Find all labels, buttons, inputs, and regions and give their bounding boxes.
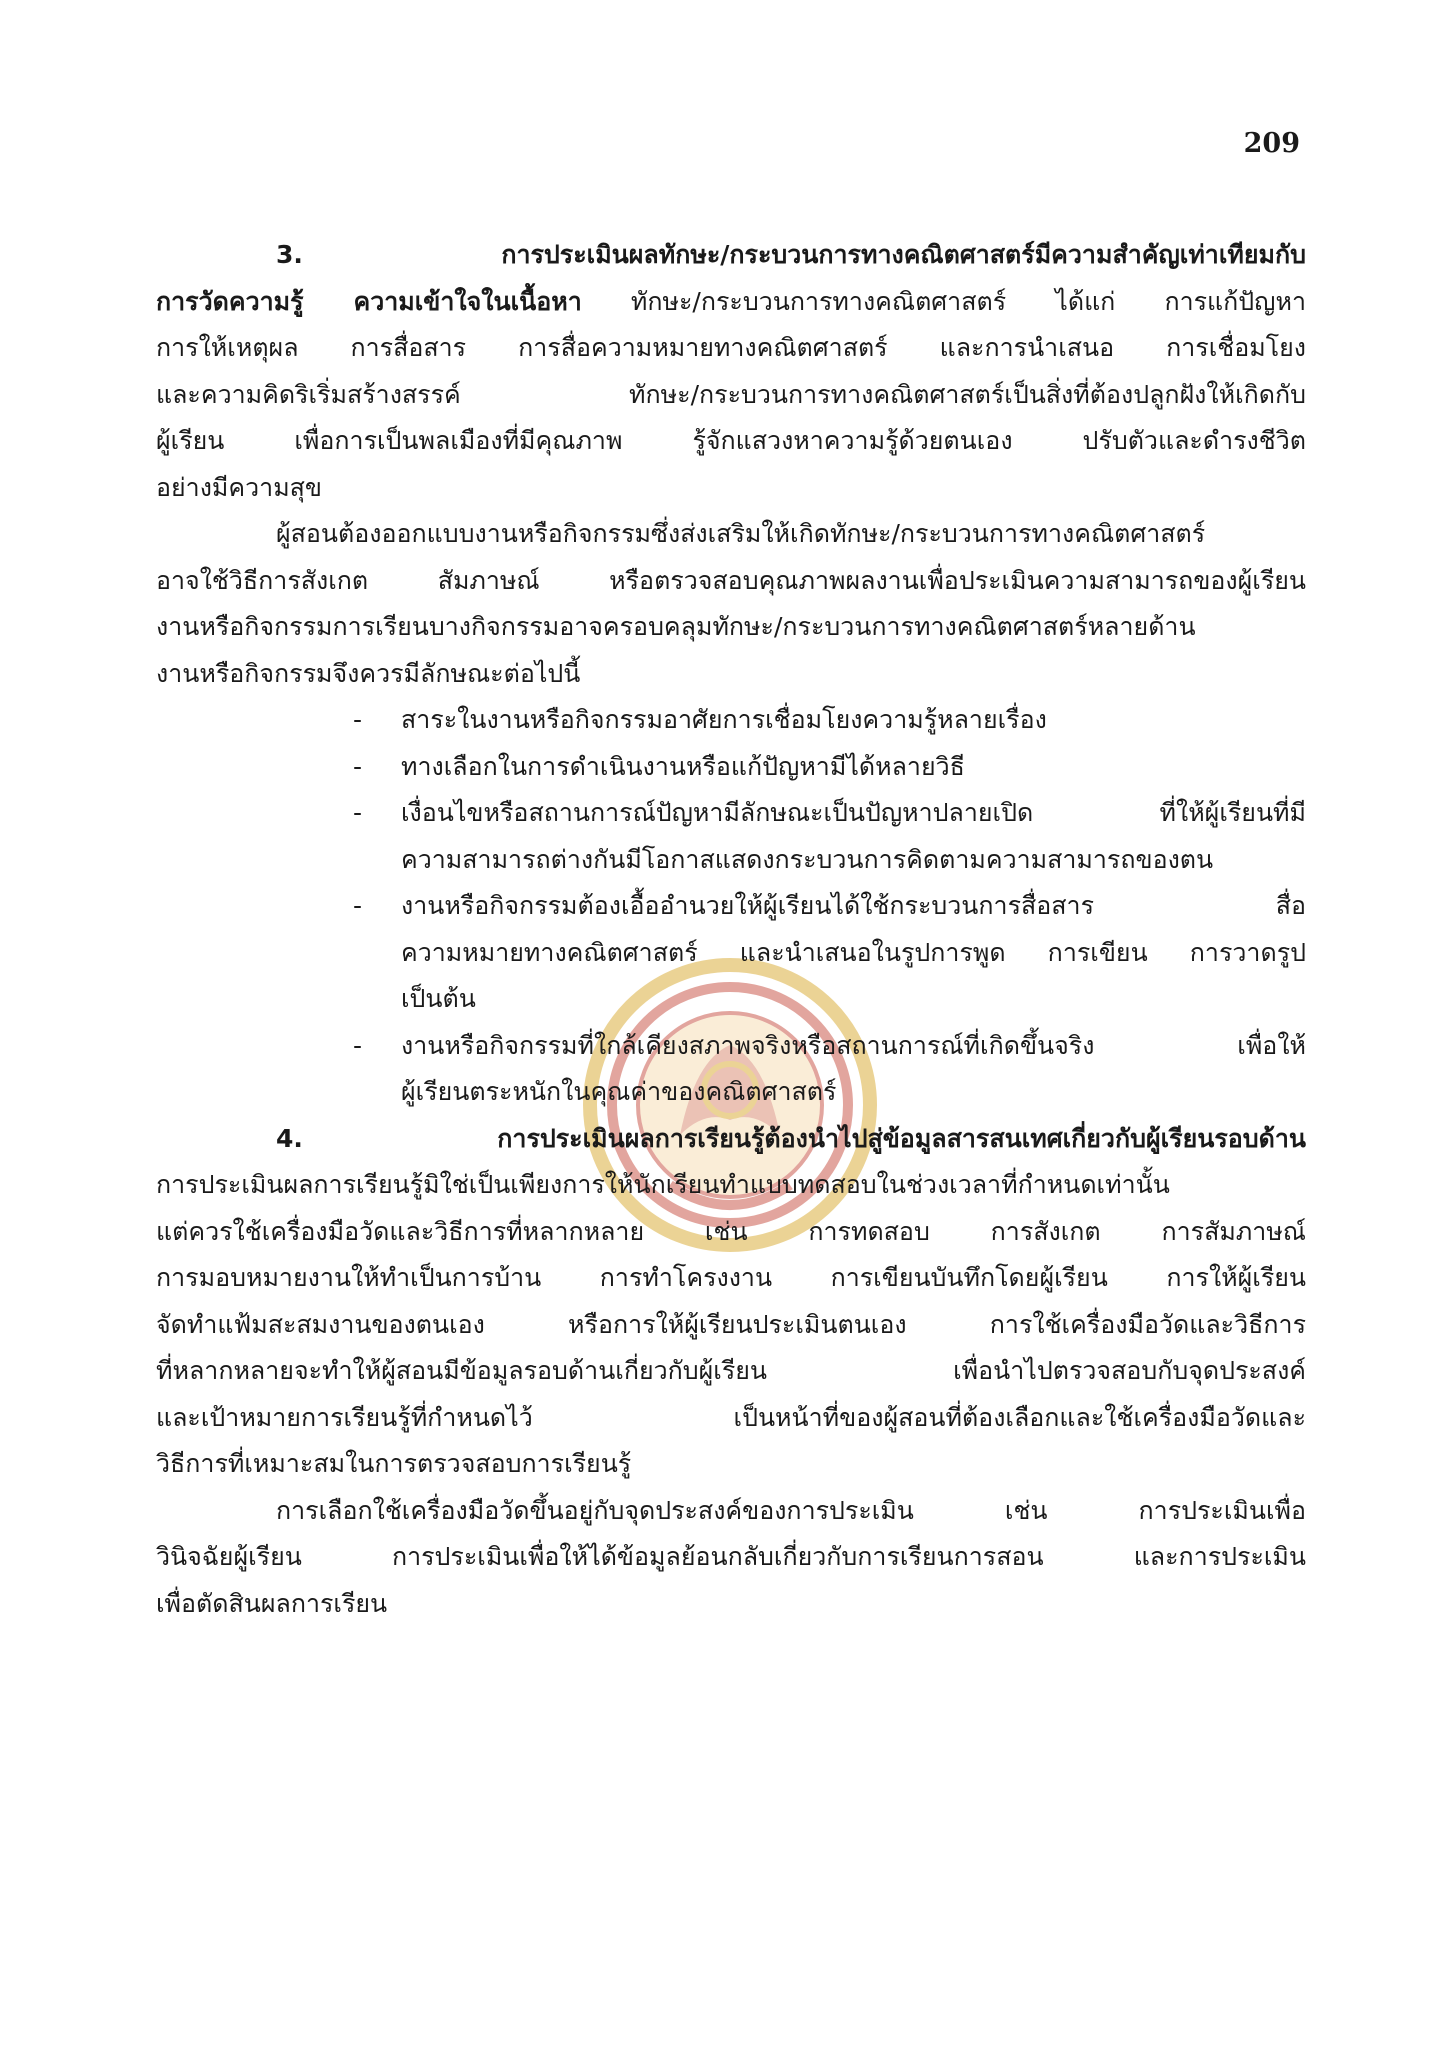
bullet-dash: - xyxy=(353,798,363,827)
section-3-line: และความคิดริเริ่มสร้างสรรค์ ทักษะ/กระบวนการทางคณิตศาสตร์เป็นสิ่งที่ต้องปลูกฝังให้เกิดกับ xyxy=(156,379,1306,409)
section-3-line: อย่างมีความสุข xyxy=(156,472,323,502)
section-3-para2-line: อาจใช้วิธีการสังเกต สัมภาษณ์ หรือตรวจสอบคุณภาพผลงานเพื่อประเมินความสามารถของผู้เรียน xyxy=(156,565,1306,595)
bullet-item xyxy=(156,883,1306,930)
page-number: 209 xyxy=(1243,128,1300,159)
section-4-line: วิธีการที่เหมาะสมในการตรวจสอบการเรียนรู้ xyxy=(156,1449,632,1478)
bullet-text-cont: เป็นต้น xyxy=(401,984,476,1013)
bullet-item xyxy=(156,790,1306,837)
bullet-item xyxy=(156,697,1306,744)
section-3-line: ผู้เรียน เพื่อการเป็นพลเมืองที่มีคุณภาพ รู้จักแสวงหาความรู้ด้วยตนเอง ปรับตัวและดำรงชีวิต xyxy=(156,426,1306,455)
bullet-item xyxy=(156,744,1306,791)
bullet-text-cont: ความหมายทางคณิตศาสตร์ และนำเสนอในรูปการพูด การเขียน การวาดรูป xyxy=(401,937,1306,967)
bullet-text: ทางเลือกในการดำเนินงานหรือแก้ปัญหามีได้หลายวิธี xyxy=(401,751,965,781)
section-3-para2-line: ผู้สอนต้องออกแบบงานหรือกิจกรรมซึ่งส่งเสริมให้เกิดทักษะ/กระบวนการทางคณิตศาสตร์ xyxy=(276,519,1206,548)
section-3-line: การให้เหตุผล การสื่อสาร การสื่อความหมายทางคณิตศาสตร์ และการนำเสนอ การเชื่อมโยง xyxy=(156,333,1306,362)
section-4-line: แต่ควรใช้เครื่องมือวัดและวิธีการที่หลากหลาย เช่น การทดสอบ การสังเกต การสัมภาษณ์ xyxy=(156,1216,1306,1246)
section-3-heading-cont: การวัดความรู้ ความเข้าใจในเนื้อหา xyxy=(156,286,582,316)
bullet-text: งานหรือกิจกรรมที่ใกล้เคียงสภาพจริงหรือสถานการณ์ที่เกิดขึ้นจริง เพื่อให้ xyxy=(401,1030,1306,1060)
section-4-line: และเป้าหมายการเรียนรู้ที่กำหนดไว้ เป็นหน้าที่ของผู้สอนที่ต้องเลือกและใช้เครื่องมือวัดและ xyxy=(156,1402,1306,1432)
section-4-line: การมอบหมายงานให้ทำเป็นการบ้าน การทำโครงงาน การเขียนบันทึกโดยผู้เรียน การให้ผู้เรียน xyxy=(156,1263,1306,1292)
bullet-dash: - xyxy=(353,891,363,920)
body-text xyxy=(156,232,1306,1627)
bullet-text-cont: ความสามารถต่างกันมีโอกาสแสดงกระบวนการคิดตามความสามารถของตน xyxy=(401,844,1214,874)
bullet-dash: - xyxy=(353,705,363,734)
section-4-line: จัดทำแฟ้มสะสมงานของตนเอง หรือการให้ผู้เรียนประเมินตนเอง การใช้เครื่องมือวัดและวิธีการ xyxy=(156,1309,1306,1339)
section-4-line: การประเมินผลการเรียนรู้มิใช่เป็นเพียงการให้นักเรียนทำแบบทดสอบในช่วงเวลาที่กำหนดเท่านั้น xyxy=(156,1170,1170,1199)
bullet-item xyxy=(156,1023,1306,1070)
section-4-heading: 4. การประเมินผลการเรียนรู้ต้องนำไปสู่ข้อมูลสารสนเทศเกี่ยวกับผู้เรียนรอบด้าน xyxy=(276,1123,1306,1153)
section-4-para2-line: การเลือกใช้เครื่องมือวัดขึ้นอยู่กับจุดประสงค์ของการประเมิน เช่น การประเมินเพื่อ xyxy=(276,1495,1306,1525)
bullet-dash: - xyxy=(353,751,363,781)
section-4-para2-line: เพื่อตัดสินผลการเรียน xyxy=(156,1588,388,1618)
bullet-text-cont: ผู้เรียนตระหนักในคุณค่าของคณิตศาสตร์ xyxy=(401,1077,837,1106)
bullet-text: สาระในงานหรือกิจกรรมอาศัยการเชื่อมโยงความรู้หลายเรื่อง xyxy=(401,705,1047,734)
section-3-line-rest: ทักษะ/กระบวนการทางคณิตศาสตร์ ได้แก่ การแก้ปัญหา xyxy=(581,286,1306,316)
section-3-para2-line: งานหรือกิจกรรมจึงควรมีลักษณะต่อไปนี้ xyxy=(156,658,581,688)
section-3-line xyxy=(156,279,1306,326)
section-3-heading: 3. การประเมินผลทักษะ/กระบวนการทางคณิตศาสตร์มีความสำคัญเท่าเทียมกับ xyxy=(276,240,1306,269)
bullet-dash: - xyxy=(353,1030,363,1060)
bullet-text: งานหรือกิจกรรมต้องเอื้ออำนวยให้ผู้เรียนได้ใช้กระบวนการสื่อสาร สื่อ xyxy=(401,891,1306,920)
bullet-text: เงื่อนไขหรือสถานการณ์ปัญหามีลักษณะเป็นปัญหาปลายเปิด ที่ให้ผู้เรียนที่มี xyxy=(401,798,1306,827)
section-4-para2-line: วินิจฉัยผู้เรียน การประเมินเพื่อให้ได้ข้อมูลย้อนกลับเกี่ยวกับการเรียนการสอน และการประเมิน xyxy=(156,1542,1306,1571)
section-3-para2-line: งานหรือกิจกรรมการเรียนบางกิจกรรมอาจครอบคลุมทักษะ/กระบวนการทางคณิตศาสตร์หลายด้าน xyxy=(156,612,1196,641)
section-4-line: ที่หลากหลายจะทำให้ผู้สอนมีข้อมูลรอบด้านเกี่ยวกับผู้เรียน เพื่อนำไปตรวจสอบกับจุดประสงค์ xyxy=(156,1356,1306,1385)
